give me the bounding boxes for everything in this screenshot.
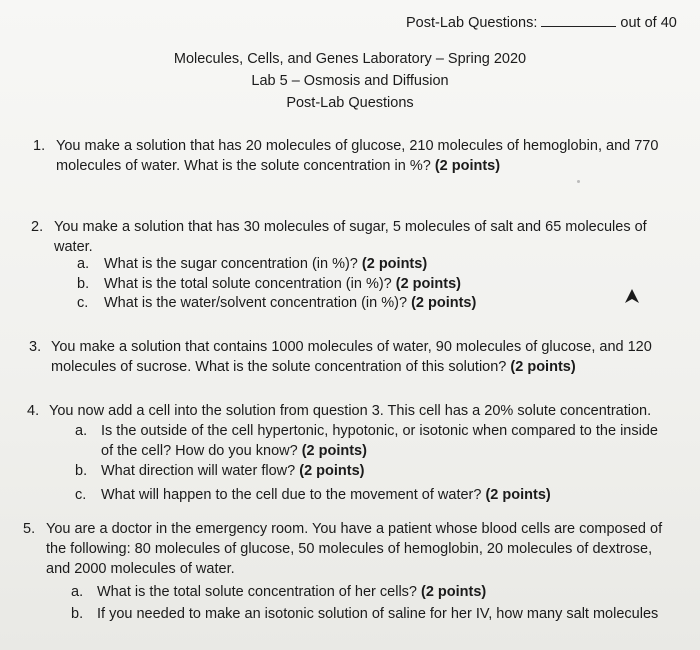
section-title: Post-Lab Questions — [286, 95, 414, 111]
lab-title: Lab 5 – Osmosis and Diffusion — [251, 73, 449, 89]
sub-letter: b. — [71, 606, 84, 622]
question-5b — [71, 604, 658, 624]
question-number: 1. — [33, 138, 46, 154]
question-number: 5. — [23, 521, 36, 537]
question-text-line: You now add a cell into the solution from question 3. This cell has a 20% solute concentration. — [49, 403, 652, 419]
question-text-line: You are a doctor in the emergency room. You have a patient whose blood cells are composed of — [46, 521, 663, 537]
sub-letter: a. — [77, 256, 90, 272]
question-number: 3. — [29, 339, 42, 355]
question-2a — [77, 254, 427, 274]
question-text-line: and 2000 molecules of water. — [46, 561, 235, 577]
sub-letter: b. — [75, 463, 88, 479]
question-2c — [77, 293, 476, 313]
question-text-line: molecules of sucrose. What is the solute concentration of this solution? — [51, 359, 507, 375]
sub-letter: a. — [75, 423, 88, 439]
out-of-label: out of 40 — [620, 15, 677, 31]
points-label: (2 points) — [510, 359, 576, 375]
speck — [577, 180, 580, 183]
question-number: 4. — [27, 403, 40, 419]
question-text-line: You make a solution that has 20 molecules of glucose, 210 molecules of hemoglobin, and 770 — [56, 138, 659, 154]
points-label: (2 points) — [301, 443, 367, 459]
sub-text: of the cell? How do you know? — [101, 443, 298, 459]
question-2 — [31, 217, 693, 257]
post-lab-label: Post-Lab Questions: — [406, 15, 538, 31]
sub-letter: c. — [77, 295, 89, 311]
points-label: (2 points) — [434, 158, 501, 174]
sub-letter: b. — [77, 276, 90, 292]
points-label: (2 points) — [421, 584, 487, 600]
points-label: (2 points) — [361, 256, 428, 272]
sub-letter: a. — [71, 584, 84, 600]
sub-letter: c. — [75, 487, 87, 503]
points-label: (2 points) — [485, 487, 551, 503]
question-4c — [75, 485, 551, 505]
score-header — [406, 14, 677, 31]
question-4a-cont — [101, 441, 367, 461]
question-text-line: You make a solution that has 30 molecules of sugar, 5 molecules of salt and 65 molecules of — [54, 219, 647, 235]
question-text-line: the following: 80 molecules of glucose, 50 molecules of hemoglobin, 20 molecules of dextrose, — [46, 541, 653, 557]
score-blank — [541, 14, 616, 27]
question-4a — [75, 421, 658, 441]
points-label: (2 points) — [411, 295, 477, 311]
question-3 — [29, 337, 695, 377]
sub-text: What will happen to the cell due to the movement of water? — [101, 487, 482, 503]
points-label: (2 points) — [395, 276, 462, 292]
question-5 — [23, 519, 695, 579]
question-text-line: water. — [54, 239, 93, 255]
sub-text: What is the total solute concentration (in %)? — [104, 276, 392, 292]
question-4b — [75, 461, 365, 481]
question-1 — [33, 136, 693, 176]
sub-text: What direction will water flow? — [101, 463, 296, 479]
sub-text: Is the outside of the cell hypertonic, hypotonic, or isotonic when compared to the inside — [101, 423, 658, 439]
question-number: 2. — [31, 219, 44, 235]
points-label: (2 points) — [299, 463, 365, 479]
sub-text: What is the total solute concentration of her cells? — [97, 584, 417, 600]
question-text-line: You make a solution that contains 1000 molecules of water, 90 molecules of glucose, and 120 — [51, 339, 652, 355]
question-5a — [71, 582, 486, 602]
course-title: Molecules, Cells, and Genes Laboratory – Spring 2020 — [173, 51, 527, 67]
sub-text: What is the sugar concentration (in %)? — [104, 256, 358, 272]
sub-text: What is the water/solvent concentration (in %)? — [104, 295, 408, 311]
sub-text: If you needed to make an isotonic solution of saline for her IV, how many salt molecules — [97, 606, 659, 622]
mouse-cursor-icon — [625, 289, 639, 305]
question-2b — [77, 274, 461, 294]
question-text-line: molecules of water. What is the solute concentration in %? — [56, 158, 431, 174]
question-4 — [27, 401, 695, 421]
